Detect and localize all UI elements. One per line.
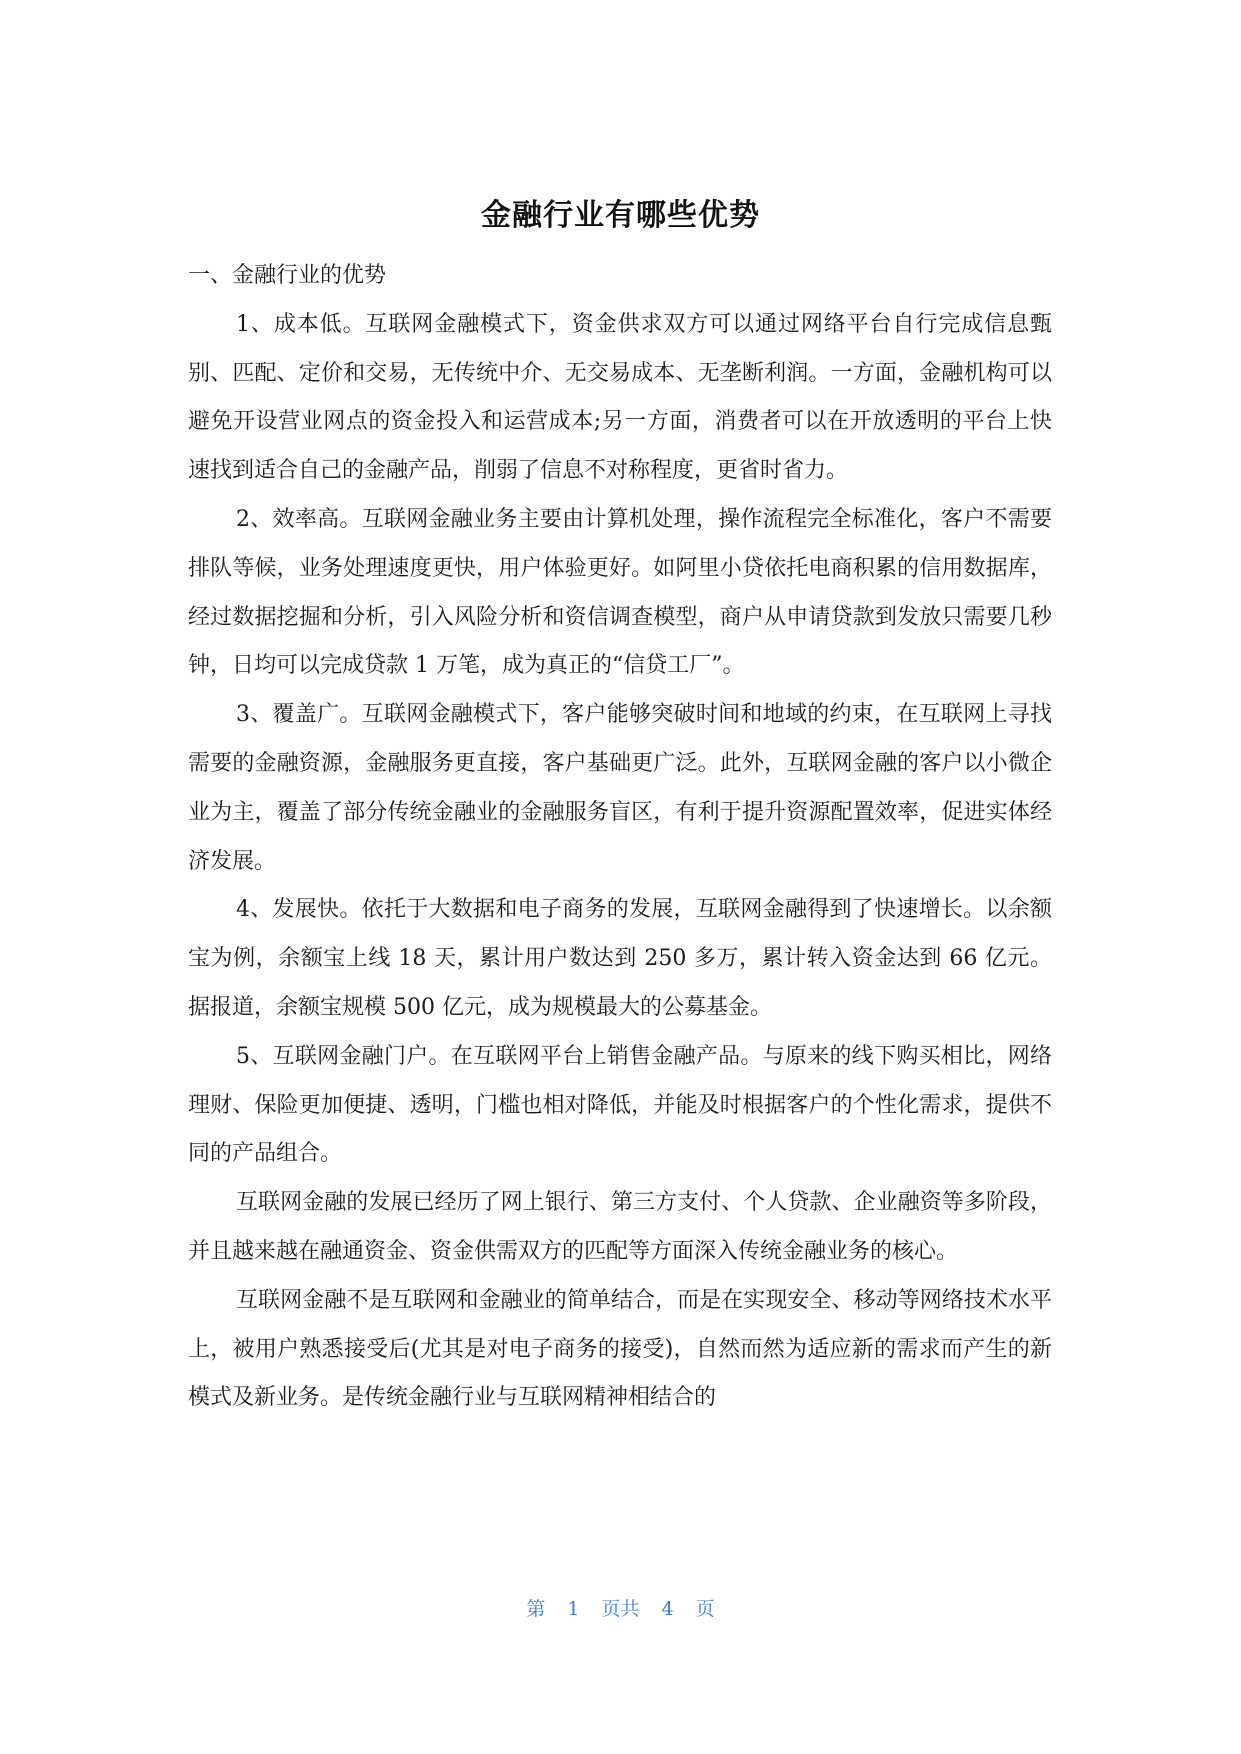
footer-total-pages: 4 — [661, 1598, 674, 1620]
paragraph-development: 互联网金融的发展已经历了网上银行、第三方支付、个人贷款、企业融资等多阶段，并且越来越在融通资金、资金供需双方的匹配等方面深入传统金融业务的核心。 — [188, 1190, 1052, 1264]
page-footer — [0, 1594, 1241, 1621]
paragraph-efficiency: 2、效率高。互联网金融业务主要由计算机处理，操作流程完全标准化，客户不需要排队等候，业务处理速度更快，用户体验更好。如阿里小贷依托电商积累的信用数据库，经过数据挖掘和分析，引入风险分析和资信调查模型，商户从申请贷款到发放只需要几秒钟，日均可以完成贷款 1 万笔，成为真正的“信贷工厂”。 — [188, 506, 1052, 679]
document-body — [188, 252, 1052, 1423]
document-title: 金融行业有哪些优势 — [481, 198, 760, 233]
footer-label-page: 第 — [526, 1598, 546, 1620]
footer-current-page: 1 — [567, 1598, 580, 1620]
footer-label-page-of: 页共 — [601, 1598, 640, 1620]
section-heading: 一、金融行业的优势 — [188, 263, 387, 288]
paragraph-portal: 5、互联网金融门户。在互联网平台上销售金融产品。与原来的线下购买相比，网络理财、保险更加便捷、透明，门槛也相对降低，并能及时根据客户的个性化需求，提供不同的产品组合。 — [188, 1043, 1052, 1167]
paragraph-growth: 4、发展快。依托于大数据和电子商务的发展，互联网金融得到了快速增长。以余额宝为例，余额宝上线 18 天，累计用户数达到 250 多万，累计转入资金达到 66 亿元。据报道，余额宝规模 500 亿元，成为规模最大的公募基金。 — [188, 897, 1052, 1020]
footer-label-pages: 页 — [695, 1598, 715, 1620]
paragraph-coverage: 3、覆盖广。互联网金融模式下，客户能够突破时间和地域的约束，在互联网上寻找需要的金融资源，金融服务更直接，客户基础更广泛。此外，互联网金融的客户以小微企业为主，覆盖了部分传统金融业的金融服务盲区，有利于提升资源配置效率，促进实体经济发展。 — [188, 702, 1052, 874]
paragraph-cost: 1、成本低。互联网金融模式下，资金供求双方可以通过网络平台自行完成信息甄别、匹配、定价和交易，无传统中介、无交易成本、无垄断利润。一方面，金融机构可以避免开设营业网点的资金投入和运营成本;另一方面，消费者可以在开放透明的平台上快速找到适合自己的金融产品，削弱了信息不对称程度，更省时省力。 — [188, 311, 1052, 484]
paragraph-definition: 互联网金融不是互联网和金融业的简单结合，而是在实现安全、移动等网络技术水平上，被用户熟悉接受后(尤其是对电子商务的接受)，自然而然为适应新的需求而产生的新模式及新业务。是传统金融行业与互联网精神相结合的 — [188, 1287, 1052, 1411]
